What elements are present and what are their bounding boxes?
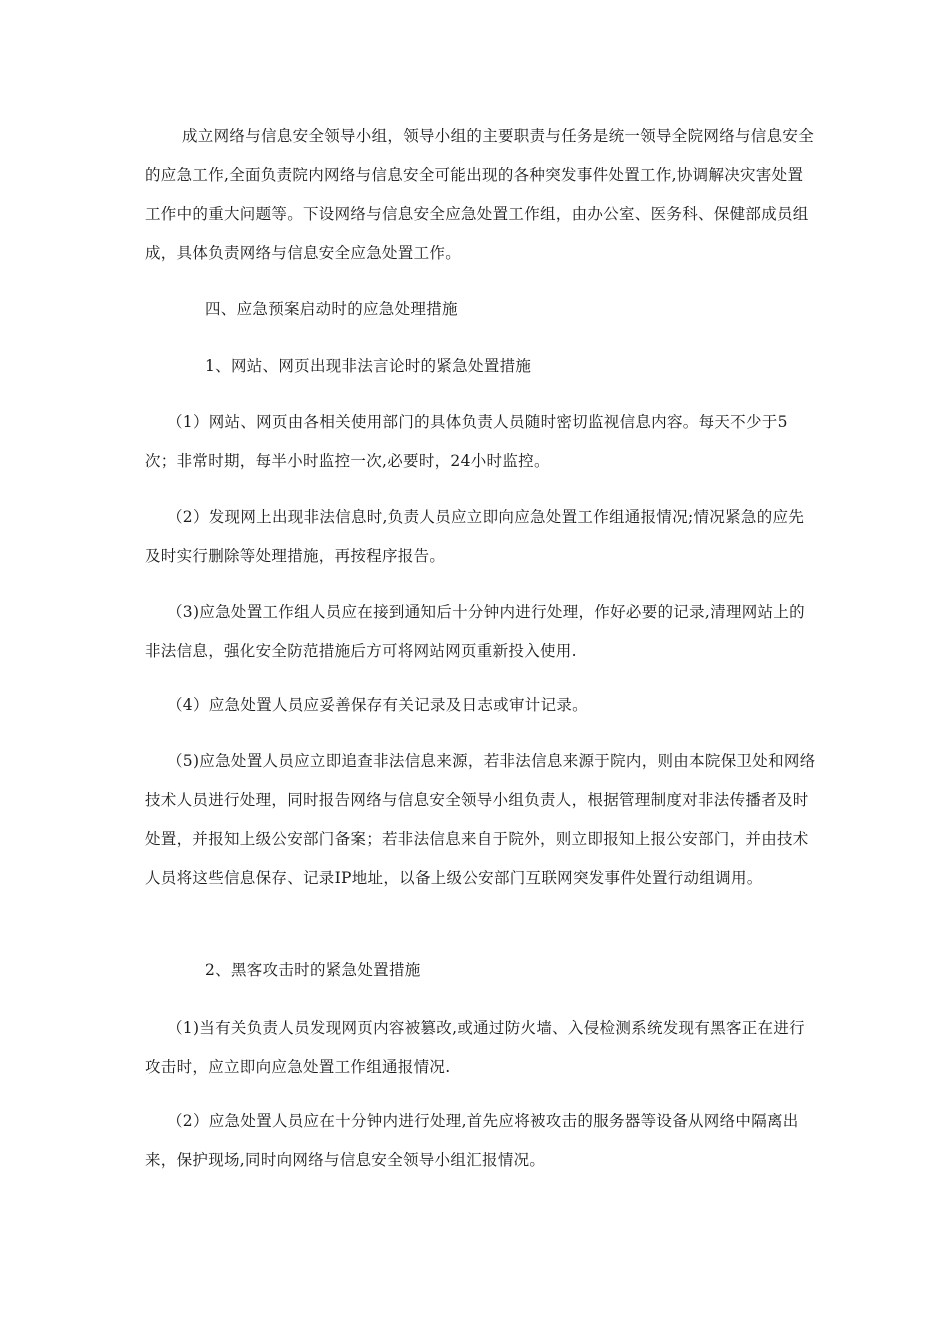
subsection-heading: 2、黑客攻击时的紧急处置措施 (205, 961, 421, 979)
intro-paragraph: 成立网络与信息安全领导小组，领导小组的主要职责与任务是统一领导全院网络与信息安全的应急工作,全面负责院内网络与信息安全可能出现的各种突发事件处置工作,协调解决灾害处置工作中的重大问题等。下设网络与信息安全应急处置工作组，由办公室、医务科、保健部成员组成，具体负责网络与信息安全应急处置工作。 (145, 127, 815, 262)
list-item: （2）应急处置人员应在十分钟内进行处理,首先应将被攻击的服务器等设备从网络中隔离出来，保护现场,同时向网络与信息安全领导小组汇报情况。 (145, 1112, 799, 1169)
list-item: （3)应急处置工作组人员应在接到通知后十分钟内进行处理，作好必要的记录,清理网站上的非法信息，强化安全防范措施后方可将网站网页重新投入使用. (145, 603, 805, 660)
section-heading: 四、应急预案启动时的应急处理措施 (205, 300, 458, 318)
list-item: （1)当有关负责人员发现网页内容被篡改,或通过防火墙、入侵检测系统发现有黑客正在进行攻击时，应立即向应急处置工作组通报情况. (145, 1019, 805, 1076)
subsection-heading: 1、网站、网页出现非法言论时的紧急处置措施 (205, 357, 532, 375)
list-item: （1）网站、网页由各相关使用部门的具体负责人员随时密切监视信息内容。每天不少于5次；非常时期，每半小时监控一次,必要时，24小时监控。 (145, 413, 788, 470)
list-item: （4）应急处置人员应妥善保存有关记录及日志或审计记录。 (167, 696, 588, 714)
list-item: （5)应急处置人员应立即追查非法信息来源，若非法信息来源于院内，则由本院保卫处和网络技术人员进行处理，同时报告网络与信息安全领导小组负责人，根据管理制度对非法传播者及时处置，并报知上级公安部门备案；若非法信息来自于院外，则立即报知上报公安部门，并由技术人员将这些信息保存、记录IP地址，以备上级公安部门互联网突发事件处置行动组调用。 (145, 752, 816, 887)
list-item: （2）发现网上出现非法信息时,负责人员应立即向应急处置工作组通报情况;情况紧急的应先及时实行删除等处理措施，再按程序报告。 (145, 508, 805, 565)
